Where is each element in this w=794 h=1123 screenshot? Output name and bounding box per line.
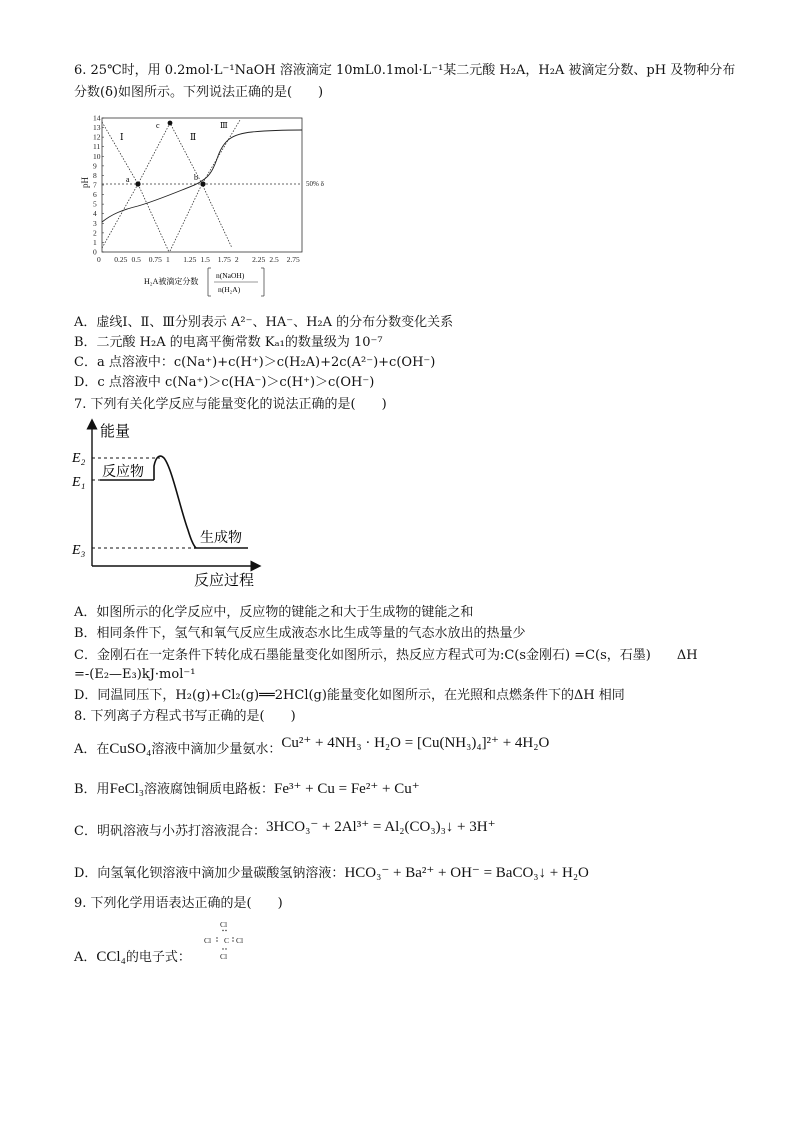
q9-a-text: 的电子式： [125,950,191,965]
q7-option-c-line1[interactable]: C．金刚石在一定条件下转化成石墨能量变化如图所示，热反应方程式可为:C(s金刚石) =C(s，石墨) ΔH [74,648,698,663]
y-tick-label: 6 [93,190,97,200]
e3-label: E₃ [72,543,86,558]
q8-option-b[interactable] [74,780,420,799]
q6-option-a[interactable]: A．虚线Ⅰ、Ⅱ、Ⅲ分别表示 A²⁻、HA⁻、H₂A 的分布分数变化关系 [74,315,454,330]
point-b-label: b [194,173,198,182]
x-tick-label: 2.5 [269,255,279,264]
region-II-label: Ⅱ [190,132,197,142]
point-a-label: a [126,175,130,184]
y-tick-label: 1 [93,237,97,247]
q8-stem: 8. 下列离子方程式书写正确的是( ) [74,709,296,724]
q8-a-text: 溶液中滴加少量氨水： [151,742,282,757]
x-tick-label: 2.25 [252,255,266,264]
ccl4-lewis-structure [200,918,256,964]
y-tick-label: 10 [93,151,101,161]
curve-I [102,122,169,252]
x-tick-label: 0 [97,255,101,264]
y-tick-label: 13 [93,123,101,133]
x-tick-label: 2 [234,255,239,264]
process-axis-label: 反应过程 [194,571,255,589]
point-c [168,121,173,126]
q8-a-prefix: A．在 [74,742,110,757]
q7-option-b[interactable]: B．相同条件下，氢气和氧气反应生成液态水比生成等量的气态水放出的热量少 [74,626,526,641]
q9-a-prefix: A． [74,950,97,965]
q9-stem: 9. 下列化学用语表达正确的是( ) [74,896,283,911]
q8-b-chem: FeCl₃ [109,781,144,797]
x-tick-label: 0.5 [131,255,141,264]
q7-option-a[interactable]: A．如图所示的化学反应中，反应物的键能之和大于生成物的键能之和 [74,605,474,620]
q7-option-c-line2: =-(E₂—E₃)kJ·mol⁻¹ [74,667,196,682]
lewis-left: Cl [204,936,212,945]
q8-a-chem: CuSO₄ [109,741,152,757]
y-tick-label: 11 [93,142,101,152]
x-tick-label: 1.5 [200,255,210,264]
x-tick-label: 0.75 [148,255,162,264]
e2-label: E₂ [72,451,86,466]
q8-d-text: D．向氢氧化钡溶液中滴加少量碳酸氢钠溶液： [74,866,345,881]
q9-option-a[interactable] [74,948,191,967]
y-tick-label: 4 [93,209,97,219]
q8-b-text: 溶液腐蚀铜质电路板： [143,782,274,797]
q7-option-d[interactable]: D．同温同压下，H₂(g)+Cl₂(g)══2HCl(g)能量变化如图所示，在光照和点燃条件下的ΔH 相同 [74,688,625,703]
q8-option-c[interactable] [74,819,496,841]
q6-stem-line2: 分数(δ)如图所示。下列说法正确的是( ) [74,85,324,100]
y-tick-label: 12 [93,132,101,142]
xfrac-den: n(H₂A) [218,285,241,294]
y-tick-label: 9 [93,161,97,171]
q6-option-d[interactable]: D．c 点溶液中 c(Na⁺)＞c(HA⁻)＞c(H⁺)＞c(OH⁻) [74,375,375,390]
energy-axis-label: 能量 [100,422,131,440]
lewis-top: Cl [220,920,228,929]
y-tick-label: 2 [93,228,97,238]
x-tick-label: 0.25 [114,255,128,264]
q8-c-text: C．明矾溶液与小苏打溶液混合： [74,824,266,839]
point-a [135,181,140,186]
q6-option-b[interactable]: B．二元酸 H₂A 的电离平衡常数 Kₐ₁的数量级为 10⁻⁷ [74,335,383,350]
point-c-label: c [156,121,160,130]
xfrac-num: n(NaOH) [216,271,245,280]
q8-c-equation: 3HCO₃⁻ + 2Al³⁺ = Al₂(CO₃)₃↓ + 3H⁺ [265,819,496,835]
ylabel: pH [80,177,90,188]
x-tick-label: 2.75 [286,255,300,264]
q7-stem: 7. 下列有关化学反应与能量变化的说法正确的是( ) [74,397,387,412]
x-tick-label: 1.75 [217,255,231,264]
xlabel: H₂A被滴定分数 [144,277,199,286]
region-III-label: Ⅲ [220,121,228,130]
y-tick-label: 0 [93,247,97,257]
x-tick-label: 1.25 [183,255,197,264]
product-label: 生成物 [200,530,242,546]
e1-label: E₁ [72,475,86,490]
x-tick-label: 1 [165,255,170,264]
ref-label: 50% δ [306,180,324,188]
q7-energy-diagram [70,418,260,590]
region-I-label: Ⅰ [120,132,124,142]
q8-d-equation: HCO₃⁻ + Ba²⁺ + OH⁻ = BaCO₃↓ + H₂O [344,865,589,881]
reactant-label: 反应物 [102,464,144,480]
q6-option-c[interactable]: C．a 点溶液中：c(Na⁺)+c(H⁺)＞c(H₂A)+2c(A²⁻)+c(OH⁻) [74,355,436,370]
q8-option-a[interactable] [74,735,550,759]
ph-curve [102,130,302,222]
q6-stem-line1: 6. 25℃时，用 0.2mol·L⁻¹NaOH 溶液滴定 10mL0.1mol·L⁻¹某二元酸 H₂A，H₂A 被滴定分数、pH 及物种分布 [74,63,736,78]
y-tick-label: 8 [93,170,97,180]
q8-b-equation: Fe³⁺ + Cu = Fe²⁺ + Cu⁺ [273,781,420,797]
lewis-center: C [224,936,230,945]
q6-titration-chart [80,110,324,302]
y-tick-label: 14 [93,113,101,123]
lewis-bottom: Cl [220,952,228,961]
q8-a-equation: Cu²⁺ + 4NH₃ · H₂O = [Cu(NH₃)₄]²⁺ + 4H₂O [281,735,550,751]
point-b [200,181,205,186]
q8-option-d[interactable] [74,864,589,883]
q9-a-chem: CCl₄ [96,949,126,965]
y-tick-label: 3 [93,218,97,228]
lewis-right: Cl [236,936,244,945]
q8-b-prefix: B．用 [74,782,110,797]
y-tick-label: 7 [93,180,97,190]
y-tick-label: 5 [93,199,97,209]
barrier-curve [154,456,196,548]
